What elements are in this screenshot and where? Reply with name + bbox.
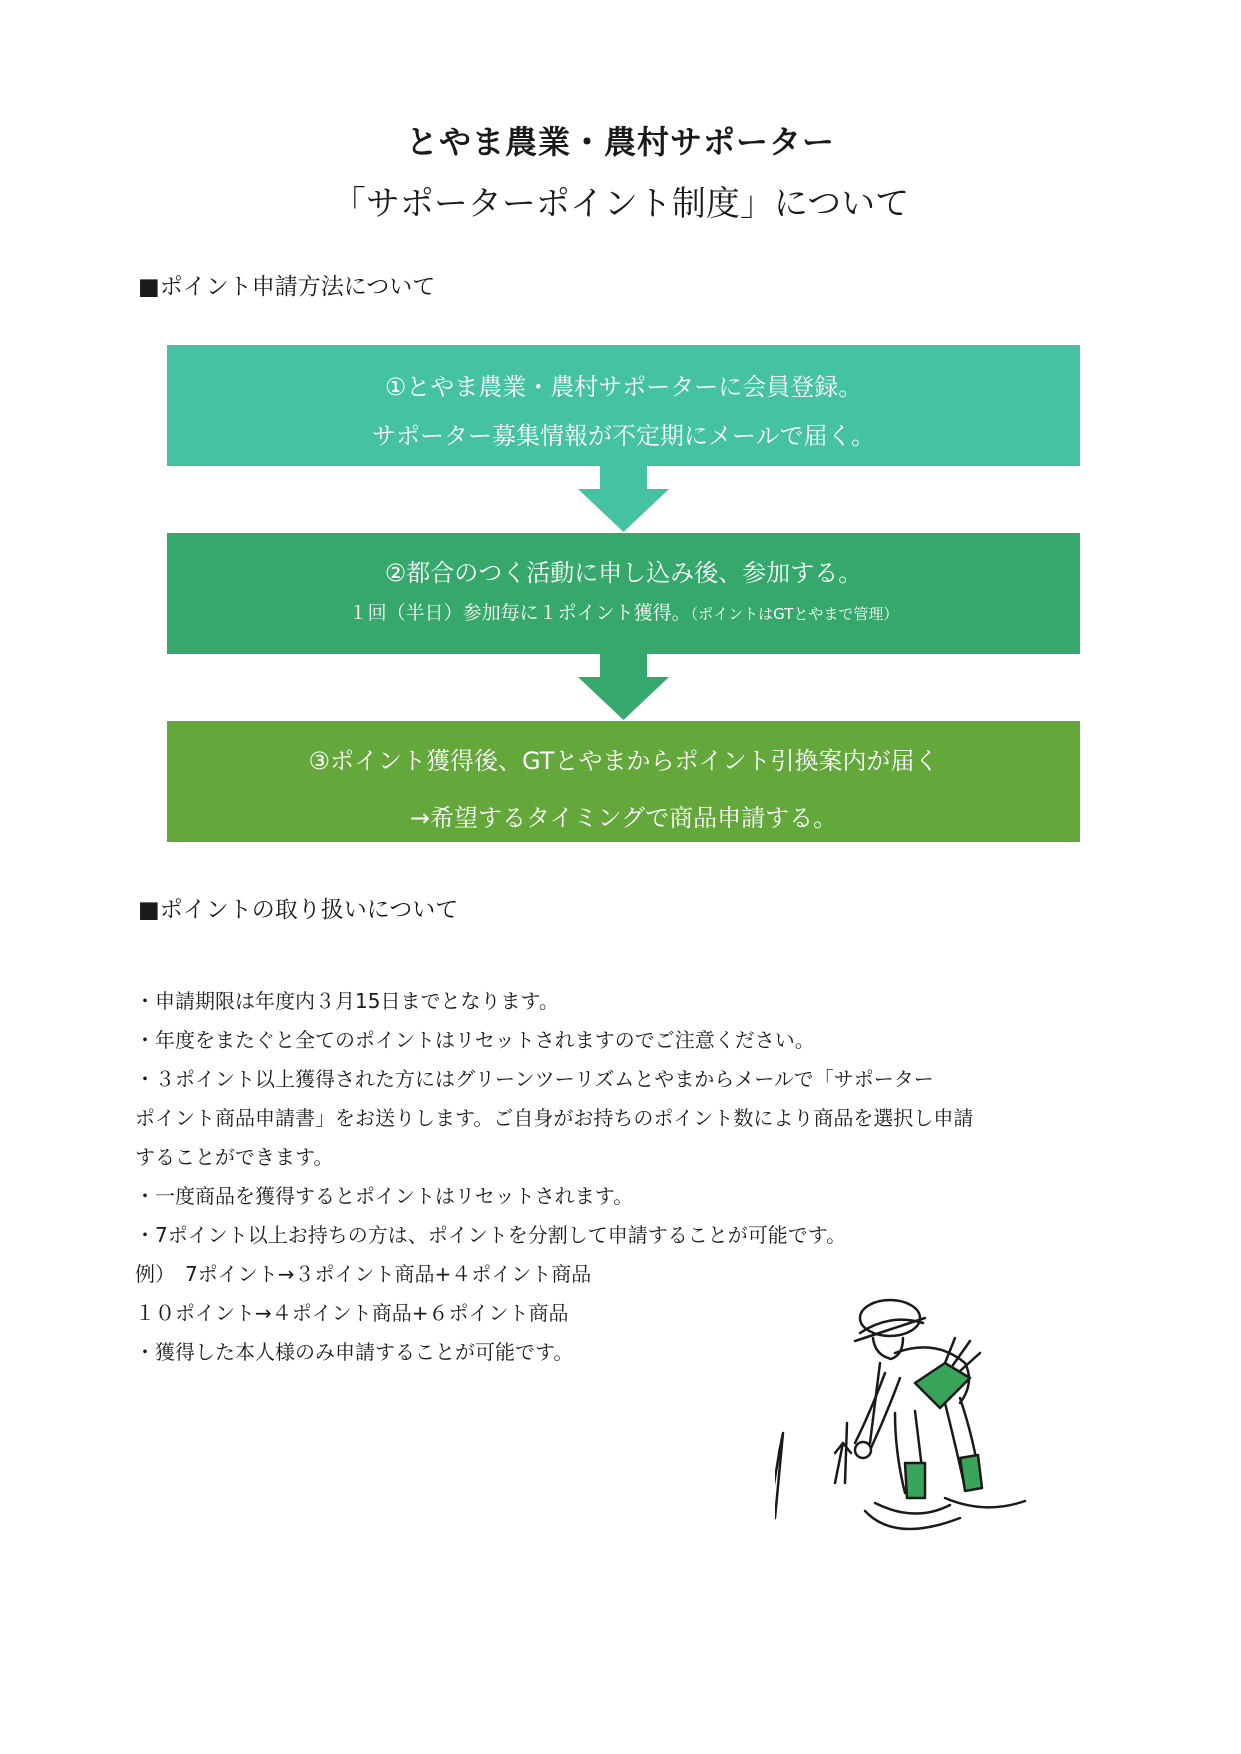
rule-line: ・獲得した本人様のみ申請することが可能です。	[135, 1340, 574, 1364]
flow-arrow-down-icon	[578, 466, 669, 532]
flow-step-2-line2	[167, 588, 1080, 625]
flow-step-1	[167, 345, 1080, 466]
rule-line: 例） 7ポイント→３ポイント商品+４ポイント商品	[135, 1262, 592, 1286]
flow-step-2-detail: １回（半日）参加毎に１ポイント獲得。	[348, 602, 691, 624]
flow-step-1-line2: サポーター募集情報が不定期にメールで届く。	[371, 422, 876, 450]
rule-line: ・３ポイント以上獲得された方にはグリーンツーリズムとやまからメールで「サポーター	[135, 1067, 934, 1091]
rule-line: ポイント商品申請書」をお送りします。ご自身がお持ちのポイント数により商品を選択し申請	[135, 1106, 974, 1130]
rule-line: することができます。	[135, 1145, 334, 1169]
flow-step-1-line1: ①とやま農業・農村サポーターに会員登録。	[384, 373, 863, 401]
rule-line: ・年度をまたぐと全てのポイントはリセットされますのでご注意ください。	[135, 1028, 815, 1052]
farmer-planting-rice-illustration-icon	[775, 1293, 1075, 1553]
section-heading-application: ■ポイント申請方法について	[138, 274, 436, 300]
rule-line: １０ポイント→４ポイント商品+６ポイント商品	[135, 1301, 569, 1325]
rule-line: ・一度商品を獲得するとポイントはリセットされます。	[135, 1184, 634, 1208]
flow-step-3-line1: ③ポイント獲得後、GTとやまからポイント引換案内が届く	[308, 747, 939, 775]
flow-step-2-line1: ②都合のつく活動に申し込み後、参加する。	[384, 559, 863, 587]
flow-arrow-down-icon	[578, 654, 669, 720]
flow-step-3	[167, 721, 1080, 842]
page-subtitle: 「サポーターポイント制度」について	[331, 184, 910, 224]
rule-line: ・7ポイント以上お持ちの方は、ポイントを分割して申請することが可能です。	[135, 1223, 847, 1247]
page-title: とやま農業・農村サポーター	[405, 123, 835, 161]
flow-step-2	[167, 533, 1080, 654]
section-heading-handling: ■ポイントの取り扱いについて	[138, 897, 459, 923]
rule-line: ・申請期限は年度内３月15日までとなります。	[135, 989, 559, 1013]
flow-step-3-line2: →希望するタイミングで商品申請する。	[409, 804, 838, 832]
flow-step-2-note: （ポイントはGTとやまで管理）	[690, 605, 899, 623]
